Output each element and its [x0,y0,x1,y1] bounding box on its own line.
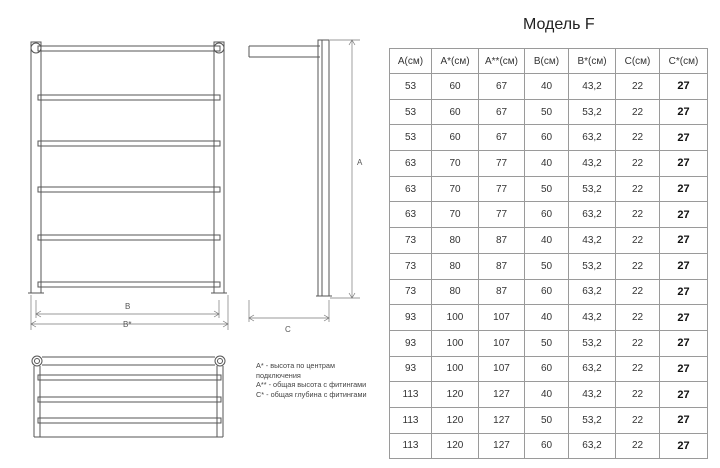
dimension-a [330,40,363,298]
table-cell: 43,2 [569,228,616,254]
table-cell: 27 [660,176,708,202]
table-cell: 50 [525,407,569,433]
table-cell: 107 [479,305,525,331]
table-cell: 40 [525,382,569,408]
table-cell: 77 [479,151,525,177]
table-cell: 93 [390,356,432,382]
label-c: C [285,325,291,334]
table-cell: 27 [660,74,708,100]
header-cell: A*(см) [432,49,479,74]
table-cell: 27 [660,125,708,151]
table-cell: 22 [616,99,660,125]
header-cell: C*(см) [660,49,708,74]
table-cell: 22 [616,228,660,254]
table-row [390,99,708,125]
table-cell: 100 [432,330,479,356]
table-row [390,202,708,228]
table-cell: 63,2 [569,356,616,382]
legend [256,361,376,399]
front-view [28,42,227,293]
table-cell: 63,2 [569,202,616,228]
header-cell: A(см) [390,49,432,74]
table-row [390,279,708,305]
table-cell: 27 [660,356,708,382]
table-cell: 22 [616,202,660,228]
table-cell: 53,2 [569,253,616,279]
table-row [390,151,708,177]
page-title: Модель F [523,16,595,33]
table-row [390,253,708,279]
table-cell: 60 [525,125,569,151]
legend-line-c-star: C* - общая глубина с фитингами [256,389,367,399]
table-cell: 70 [432,176,479,202]
legend-line-a-double-star: A** - общая высота с фитингами [256,380,367,390]
table-cell: 53,2 [569,407,616,433]
header-cell: B(см) [525,49,569,74]
legend-line-a-star: A* - высота по центрам подключения [256,361,335,380]
header-cell: C(см) [616,49,660,74]
table-row [390,407,708,433]
table-row [390,356,708,382]
table-cell: 22 [616,151,660,177]
table-cell: 63 [390,151,432,177]
table-cell: 63,2 [569,279,616,305]
table-row [390,433,708,459]
table-cell: 22 [616,433,660,459]
table-cell: 27 [660,99,708,125]
table-cell: 120 [432,382,479,408]
table-cell: 50 [525,253,569,279]
table-cell: 27 [660,279,708,305]
table-cell: 22 [616,74,660,100]
table-cell: 60 [525,356,569,382]
top-view [32,356,225,437]
table-cell: 50 [525,330,569,356]
table-cell: 100 [432,305,479,331]
table-cell: 27 [660,382,708,408]
table-row [390,176,708,202]
table-cell: 27 [660,433,708,459]
table-cell: 27 [660,151,708,177]
table-cell: 127 [479,407,525,433]
table-cell: 50 [525,176,569,202]
table-cell: 63,2 [569,125,616,151]
table-cell: 22 [616,305,660,331]
header-cell: B*(см) [569,49,616,74]
table-cell: 67 [479,74,525,100]
table-cell: 107 [479,356,525,382]
table-cell: 60 [525,279,569,305]
table-cell: 22 [616,382,660,408]
table-cell: 80 [432,279,479,305]
table-cell: 107 [479,330,525,356]
table-cell: 60 [525,202,569,228]
table-cell: 43,2 [569,151,616,177]
table-cell: 27 [660,253,708,279]
header-cell: A**(см) [479,49,525,74]
table-cell: 87 [479,253,525,279]
table-cell: 100 [432,356,479,382]
label-b: B [125,302,131,311]
table-cell: 127 [479,433,525,459]
table-cell: 40 [525,228,569,254]
table-cell: 60 [432,125,479,151]
table-cell: 53 [390,125,432,151]
table-row [390,330,708,356]
table-cell: 70 [432,151,479,177]
table-cell: 22 [616,356,660,382]
table-cell: 73 [390,228,432,254]
table-cell: 67 [479,125,525,151]
table-cell: 63 [390,176,432,202]
table-cell: 127 [479,382,525,408]
table-cell: 70 [432,202,479,228]
table-cell: 22 [616,176,660,202]
table-cell: 120 [432,433,479,459]
table-cell: 73 [390,253,432,279]
table-cell: 53,2 [569,176,616,202]
side-view [249,40,332,296]
table-header-row [390,49,708,74]
table-cell: 77 [479,176,525,202]
table-cell: 60 [432,74,479,100]
table-cell: 113 [390,433,432,459]
table-row [390,382,708,408]
table-cell: 53 [390,99,432,125]
table-cell: 22 [616,330,660,356]
table-cell: 27 [660,330,708,356]
table-cell: 27 [660,202,708,228]
table-cell: 63,2 [569,433,616,459]
table-cell: 87 [479,228,525,254]
table-cell: 53,2 [569,99,616,125]
table-cell: 120 [432,407,479,433]
label-a: A [357,158,363,167]
table-cell: 43,2 [569,74,616,100]
table-cell: 73 [390,279,432,305]
spec-table [389,48,708,459]
table-cell: 22 [616,407,660,433]
table-cell: 50 [525,99,569,125]
table-cell: 27 [660,228,708,254]
table-cell: 40 [525,74,569,100]
table-row [390,125,708,151]
table-cell: 113 [390,407,432,433]
table-cell: 77 [479,202,525,228]
table-row [390,228,708,254]
table-cell: 113 [390,382,432,408]
table-cell: 53 [390,74,432,100]
label-b-star: B* [123,320,132,329]
table-cell: 93 [390,305,432,331]
dimension-c [249,300,329,322]
table-cell: 27 [660,407,708,433]
table-cell: 43,2 [569,305,616,331]
table-cell: 60 [432,99,479,125]
table-cell: 53,2 [569,330,616,356]
table-cell: 40 [525,151,569,177]
table-cell: 93 [390,330,432,356]
table-cell: 22 [616,125,660,151]
table-cell: 67 [479,99,525,125]
table-cell: 80 [432,228,479,254]
table-cell: 60 [525,433,569,459]
table-cell: 27 [660,305,708,331]
table-cell: 40 [525,305,569,331]
table-cell: 22 [616,253,660,279]
table-cell: 80 [432,253,479,279]
table-row [390,305,708,331]
table-cell: 22 [616,279,660,305]
table-row [390,74,708,100]
table-cell: 43,2 [569,382,616,408]
table-cell: 87 [479,279,525,305]
table-cell: 63 [390,202,432,228]
